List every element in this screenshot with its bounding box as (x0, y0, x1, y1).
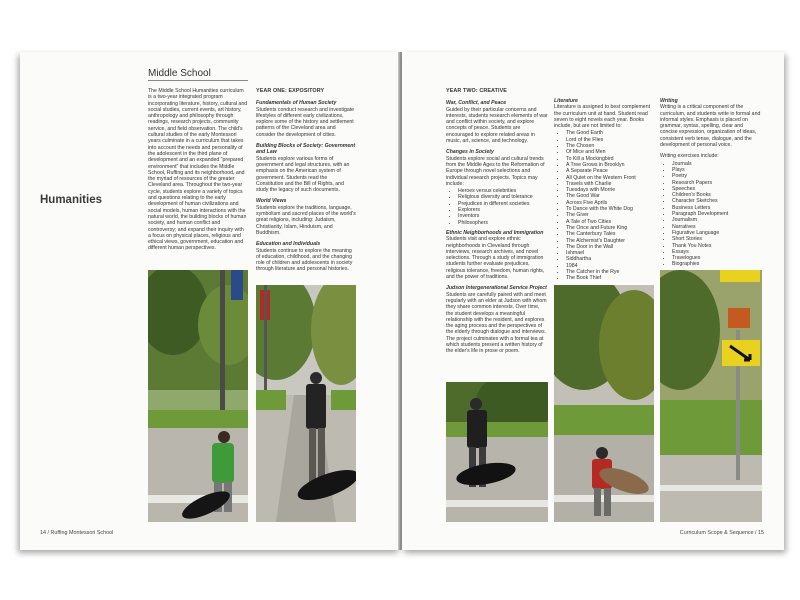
exercise-list-item: • Travelogues (672, 255, 762, 261)
y2-changes-list (446, 188, 548, 226)
list-item: • Prejudices in different societies (458, 201, 548, 207)
right-page (402, 52, 784, 550)
y1-sec4-title: Education and Individuals (256, 241, 321, 248)
y1-sec2-title: Building Blocks of Society: Government and Law (256, 143, 356, 156)
book-list-item: • The Alchemist's Daughter (566, 238, 654, 244)
book-list-item: • A Separate Peace (566, 168, 654, 174)
section-title: Middle School (148, 68, 211, 79)
book-list-item: • Travels with Charlie (566, 181, 654, 187)
exercise-list-item: • Paragraph Development (672, 211, 762, 217)
photo-student-red-jacket (554, 285, 654, 522)
book-list-item: • Lord of the Flies (566, 137, 654, 143)
book-list-item: • The Giver (566, 212, 654, 218)
booklet-spread (20, 52, 784, 550)
list-item: • Heroes versus celebrities (458, 188, 548, 194)
book-list-item: • The Chosen (566, 143, 654, 149)
y2-changes-body: Students explore social and cultural trends from the Middle Ages to the Reformation of Europe through novel selections and individual research projects. Topics may include: (446, 155, 545, 187)
left-folio: 14 / Ruffing Montessori School (40, 530, 114, 536)
book-list-item: • 1984 (566, 263, 654, 269)
y2-ethnic-title: Ethnic Neighborhoods and Immigration (446, 229, 544, 236)
exercise-list-item: • Poetry (672, 173, 762, 179)
exercise-list-item: • Plays (672, 167, 762, 173)
year-one-heading: YEAR ONE: EXPOSITORY (256, 88, 325, 94)
y1-sec4-body: Students continue to explore the meaning of education, childhood, and the changing role of children and adolescents in society through literature and personal histories. (256, 247, 353, 273)
subject-heading: Humanities (40, 194, 102, 206)
year-two-heading: YEAR TWO: CREATIVE (446, 88, 507, 94)
writing-body: Writing is a critical component of the curriculum, and students write in formal and informal styles. Emphasis is placed on grammar, syntax, spelling, clear and concise expression, organization of ideas, consistent verb tense, dialogue, and the development of personal voice. (660, 104, 761, 149)
literature-title: Literature (554, 98, 578, 104)
book-list-item: • Of Mice and Men (566, 149, 654, 155)
y1-sec1-body: Students conduct research and investigate lifestyles of different early civilizations, explore some of the history and settlement patterns of the Cleveland area and consider the development of cities. (256, 106, 355, 138)
literature-body: Literature is assigned to best complement the curriculum unit at hand. Student read seven to eight novels each year. Books include, but are not limited to: (554, 104, 651, 130)
intro-column (148, 88, 248, 257)
list-item: • Philosophers (458, 220, 548, 226)
book-list-item: • The Good Earth (566, 130, 654, 136)
exercise-list-item: • Business Letters (672, 205, 762, 211)
intro-paragraph: The Middle School Humanities curriculum is a two-year integrated program incorporating literature, history, cultural and social studies, current events, art history, anthropology and philosophy through readings, research projects, community service, and field observation. The child's cultural studies of the early Montessori years culminate in a curriculum that takes into account the needs and personality of the adolescent in the third plane of development and an expanded "prepared environment" that includes the Middle School, Ruffing and its neighborhood, and the myriad of resources of the greater Cleveland area. Throughout the two-year cycle, students explore a variety of topics and questions relating to the early development of human civilizations and social models, human interactions with the natural world, the building blocks of human society, and human conflict and controversy; and expand their inquiry with a focus on physical places, religious and ethical views, government, education and different human perspectives. (148, 88, 248, 252)
exercise-list-item: • Narratives (672, 224, 762, 230)
year-two-column (446, 88, 548, 360)
book-list-item: • Tuesdays with Morrie (566, 187, 654, 193)
book-list-item: • The Door in the Wall (566, 244, 654, 250)
y2-ethnic-body: Students visit and explore ethnic neighborhoods in Cleveland through interviews, research archives, and novel selections. Through a study of immigration students further evaluate prejudices, religious tolerance, freedom, human rights, and the power of traditions. (446, 236, 545, 281)
book-list-item: • To Kill a Mockingbird (566, 156, 654, 162)
exercise-list-item: • Essays (672, 249, 762, 255)
y2-changes-title: Changes in Society (446, 149, 494, 156)
section-rule (148, 80, 248, 81)
writing-title: Writing (660, 98, 678, 104)
book-list-item: • Siddhartha (566, 256, 654, 262)
book-list-item: • The Catcher in the Rye (566, 269, 654, 275)
left-page (20, 52, 400, 550)
book-list-item: • The Book Thief (566, 275, 654, 281)
list-item: • Inventors (458, 213, 548, 219)
exercise-list-item: • Research Papers (672, 180, 762, 186)
y1-sec3-title: World Views (256, 198, 287, 205)
book-list-item: • A Tree Grows in Brooklyn (566, 162, 654, 168)
book-list-item: • The Good War (566, 193, 654, 199)
y2-judson-body: Students are carefully paired with and meet regularly with an elder at Judson with whom they share common interests. Over time, the student develops a meaningful relationship with the resident, and explores the aging process and the perspectives of the elderly through dialogue and interviews. The project culminates with a formal tea at which students present a written history of the elder's life in prose or poem. (446, 291, 547, 355)
exercise-list-item: • Figurative Language (672, 230, 762, 236)
y1-sec2-body: Students explore various forms of government and legal structures, with an emphasis on the American system of government. Students read the Constitution and the Bill of Rights, and study the legacy of such documents. (256, 155, 350, 194)
book-list-item: • To Dance with the White Dog (566, 206, 654, 212)
exercise-list-item: • Thank You Notes (672, 243, 762, 249)
right-folio: Curriculum Scope & Sequence / 15 (679, 530, 764, 536)
book-list-item: • Across Five Aprils (566, 200, 654, 206)
exercise-list-item: • Character Sketches (672, 198, 762, 204)
book-list-item: • A Tale of Two Cities (566, 219, 654, 225)
literature-column (554, 98, 654, 286)
photo-student-guitar-road (256, 285, 356, 522)
y2-judson-title: Judson Intergenerational Service Project (446, 285, 547, 292)
book-list-item: • All Quiet on the Western Front (566, 175, 654, 181)
book-list-item: • The Canterbury Tales (566, 231, 654, 237)
book-list-item: • The Once and Future King (566, 225, 654, 231)
list-item: • Religious diversity and tolerance (458, 194, 548, 200)
exercise-list-item: • Journalism (672, 217, 762, 223)
book-list (554, 130, 654, 281)
exercise-list (660, 161, 762, 268)
exercise-list-item: • Children's Books (672, 192, 762, 198)
photo-student-green-jacket (148, 270, 248, 522)
photo-student-guitar-crosswalk (446, 382, 548, 522)
y1-sec1-title: Fundamentals of Human Society (256, 100, 337, 107)
exercise-list-item: • Speeches (672, 186, 762, 192)
y2-war-body: Guided by their particular concerns and interests, students research elements of war and conflict within society, and explore concepts of peace. Students are encouraged to explore related areas in music, art, science, and technology. (446, 106, 548, 145)
writing-exercises-intro: Writing exercises include: (660, 153, 719, 160)
exercise-list-item: • Journals (672, 161, 762, 167)
book-list-item: • Ishmael (566, 250, 654, 256)
list-item: • Explorers (458, 207, 548, 213)
y2-war-title: War, Conflict, and Peace (446, 100, 507, 107)
exercise-list-item: • Biographies (672, 261, 762, 267)
y1-sec3-body: Students explore the traditions, language, symbolism and sacred places of the world's great religions, including: Judaism, Christianity, Islam, Hinduism, and Buddhism. (256, 204, 356, 236)
exercise-list-item: • Short Stories (672, 236, 762, 242)
year-one-column (256, 88, 356, 278)
writing-column (660, 98, 762, 272)
photo-road-signs (660, 270, 762, 522)
